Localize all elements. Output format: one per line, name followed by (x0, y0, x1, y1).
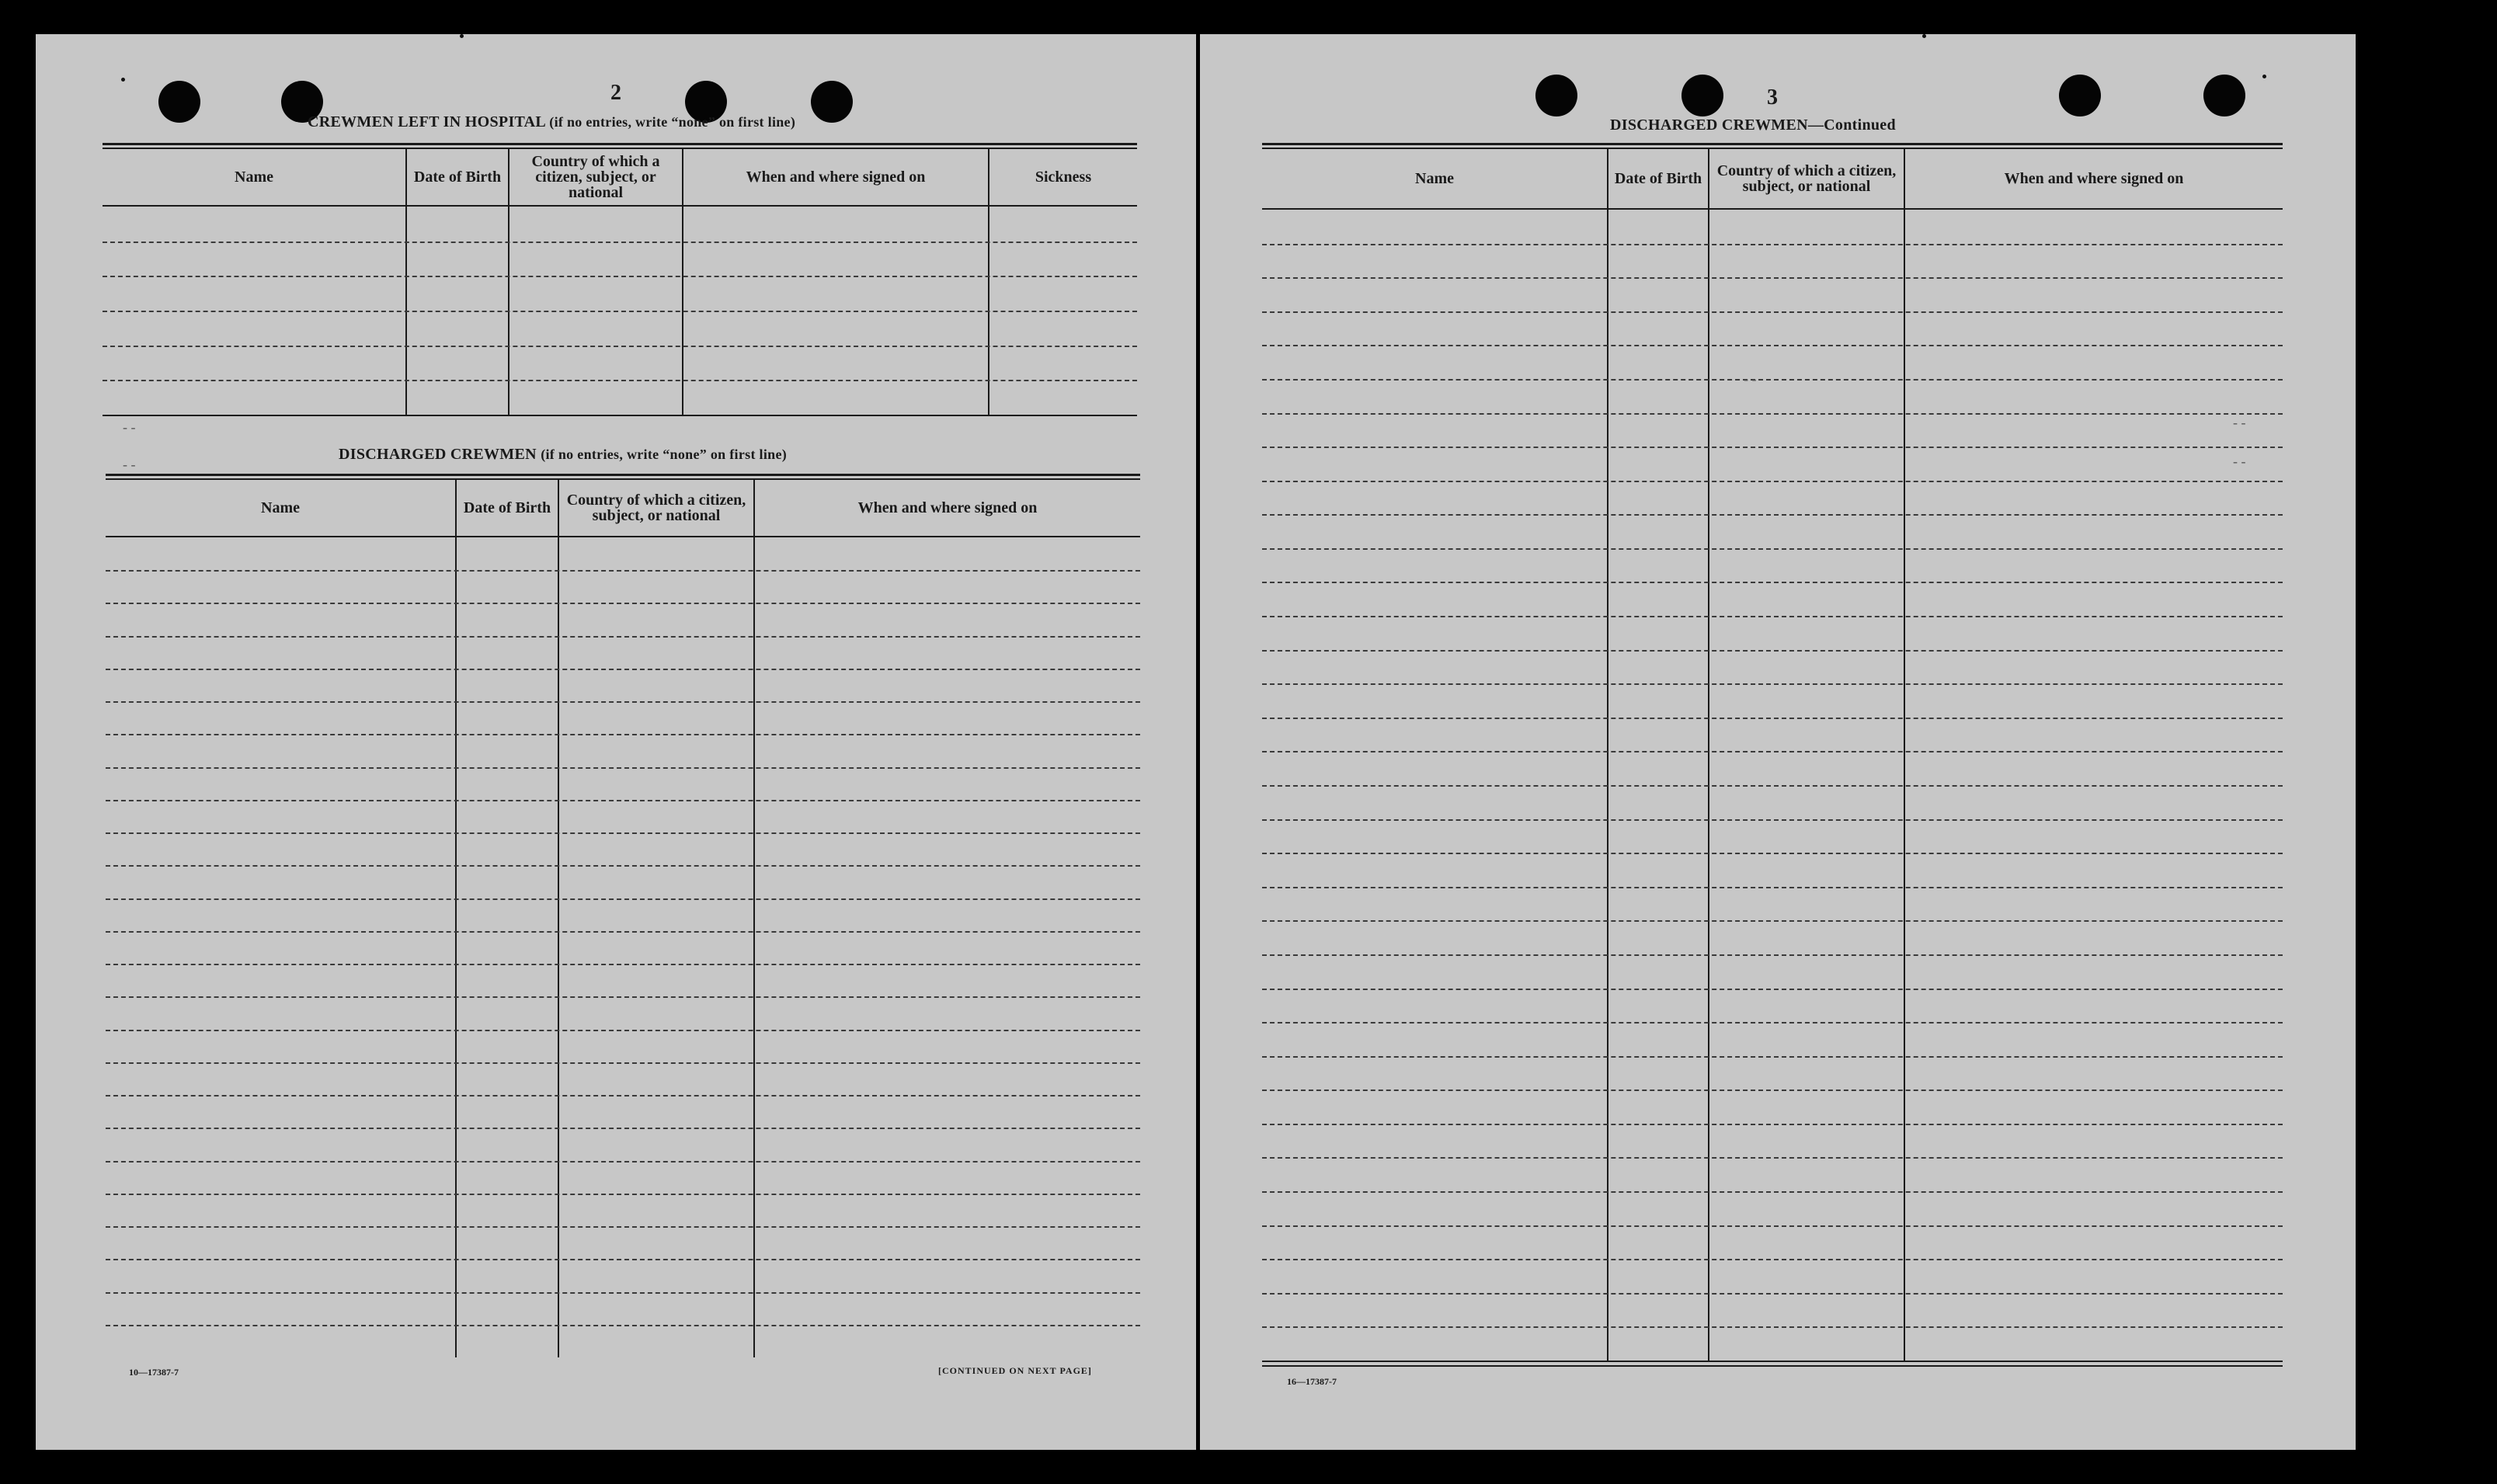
table-row-line (1262, 785, 2283, 787)
table-row-line (1262, 413, 2283, 415)
table-row-line (1262, 819, 2283, 821)
page-number: 2 (610, 81, 621, 105)
table-row-line (106, 669, 1140, 670)
table-row-line (106, 701, 1140, 703)
table-row-line (103, 276, 1137, 277)
table-row-line (1262, 1293, 2283, 1295)
table-row-line (106, 1292, 1140, 1294)
table-row-line (1262, 582, 2283, 583)
stray-dash-mark: - - (123, 457, 136, 472)
table-row-line (1262, 277, 2283, 279)
table-row-line (106, 636, 1140, 638)
stray-dash-mark: - - (1744, 371, 1757, 387)
discharged-table (106, 474, 1140, 1357)
table-row-line (106, 964, 1140, 965)
table-row-line (1262, 1157, 2283, 1159)
column-header-country: Country of which a citizen, subject, or national (1716, 162, 1897, 195)
table-row-line (106, 996, 1140, 998)
table-row-line (1262, 887, 2283, 888)
table-row-line (1262, 514, 2283, 516)
punch-hole (1681, 75, 1723, 116)
table-row-line (1262, 1326, 2283, 1328)
table-row-line (106, 1325, 1140, 1326)
column-header-name: Name (261, 499, 300, 516)
table-row-line (1262, 718, 2283, 719)
table-row-line (1262, 1225, 2283, 1227)
stray-dash-mark: - - (2233, 415, 2246, 430)
continued-note: [CONTINUED ON NEXT PAGE] (938, 1365, 1092, 1376)
discharged-section-title (339, 446, 787, 464)
table-row-line (1262, 650, 2283, 652)
table-row-line (106, 1030, 1140, 1031)
column-header-country: Country of which a citizen, subject, or national (566, 492, 746, 524)
table-row-line (106, 1226, 1140, 1228)
table-row-line (106, 1128, 1140, 1129)
hospital-instruction: (if no entries, write “none” on first line) (549, 114, 796, 130)
table-row-line (1262, 751, 2283, 752)
table-row-line (1262, 311, 2283, 313)
punch-hole (2059, 75, 2101, 116)
left-form-page (36, 34, 1196, 1450)
column-header-name: Name (1415, 170, 1454, 187)
speck-mark (121, 78, 125, 82)
punch-hole (2203, 75, 2245, 116)
page-number: 3 (1767, 85, 1778, 109)
table-row-line (1262, 853, 2283, 854)
speck-mark (2262, 75, 2266, 78)
table-row-line (103, 242, 1137, 243)
table-row-line (106, 570, 1140, 572)
table-row-line (1262, 1191, 2283, 1193)
hospital-title-text: CREWMEN LEFT IN HOSPITAL (308, 113, 545, 130)
table-row-line (106, 832, 1140, 834)
table-row-line (1262, 548, 2283, 550)
table-row-line (1262, 683, 2283, 685)
hospital-section-title (308, 113, 795, 131)
column-header-signed-on: When and where signed on (746, 169, 926, 186)
table-row-line (1262, 1124, 2283, 1125)
form-number: 16—17387-7 (1287, 1376, 1337, 1387)
punch-hole (158, 81, 200, 123)
table-row-line (106, 734, 1140, 735)
table-row-line (1262, 616, 2283, 617)
discharged-instruction: (if no entries, write “none” on first line) (541, 447, 788, 462)
column-header-name: Name (235, 169, 273, 186)
table-row-line (106, 931, 1140, 933)
discharged-continued-table (1262, 143, 2283, 1361)
table-row-line (1262, 379, 2283, 381)
table-row-line (1262, 989, 2283, 990)
table-row-line (1262, 345, 2283, 346)
table-row-line (106, 603, 1140, 604)
table-row-line (1262, 920, 2283, 922)
table-row-line (106, 865, 1140, 867)
table-row-line (103, 311, 1137, 312)
stray-dash-mark: - - (123, 419, 136, 435)
column-header-date-of-birth: Date of Birth (463, 499, 551, 516)
table-row-line (1262, 1090, 2283, 1091)
table-row-line (1262, 1056, 2283, 1058)
column-header-sickness: Sickness (1035, 169, 1092, 186)
table-row-line (1262, 481, 2283, 482)
table-row-line (106, 1194, 1140, 1195)
table-row-line (1262, 1022, 2283, 1024)
form-number: 10—17387-7 (129, 1367, 179, 1378)
column-header-signed-on: When and where signed on (857, 499, 1038, 516)
discharged-continued-title: DISCHARGED CREWMEN—Continued (1610, 116, 1896, 134)
speck-mark (1922, 34, 1926, 38)
stray-dash-mark: - - (2233, 454, 2246, 469)
table-row-line (1262, 244, 2283, 245)
table-row-line (103, 346, 1137, 347)
column-header-country: Country of which a citizen, subject, or national (531, 153, 660, 201)
table-row-line (1262, 1259, 2283, 1260)
column-header-date-of-birth: Date of Birth (1614, 170, 1702, 187)
table-row-line (106, 800, 1140, 801)
discharged-title-text: DISCHARGED CREWMEN (339, 446, 537, 463)
table-row-line (106, 1095, 1140, 1096)
punch-hole (1535, 75, 1577, 116)
table-row-line (1262, 447, 2283, 448)
table-row-line (106, 1062, 1140, 1064)
table-row-line (106, 1259, 1140, 1260)
table-row-line (106, 767, 1140, 769)
table-row-line (103, 380, 1137, 381)
hospital-table (103, 143, 1137, 415)
speck-mark (460, 34, 464, 38)
right-form-page (1200, 34, 2356, 1450)
column-header-signed-on: When and where signed on (2004, 170, 2184, 187)
punch-hole (811, 81, 853, 123)
table-row-line (1262, 954, 2283, 956)
table-row-line (106, 898, 1140, 900)
table-row-line (106, 1161, 1140, 1163)
column-header-date-of-birth: Date of Birth (413, 169, 502, 186)
